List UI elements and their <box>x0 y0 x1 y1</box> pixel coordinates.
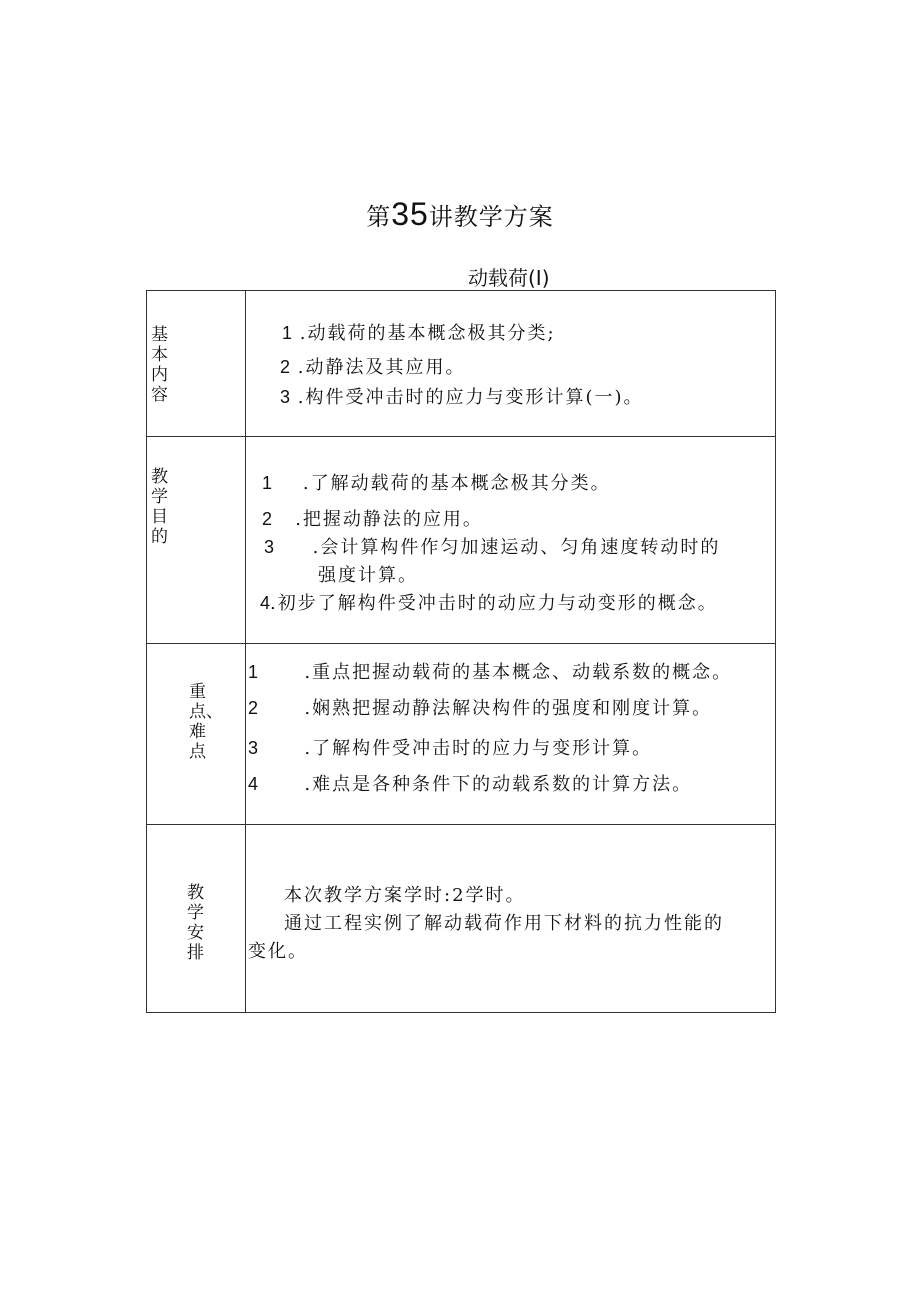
row-label-key-points <box>147 644 246 824</box>
list-item: 2 .动静法及其应用。 <box>280 357 466 378</box>
list-item: 1 .重点把握动载荷的基本概念、动载系数的概念。 <box>248 662 733 683</box>
list-item: 1 .动载荷的基本概念极其分类; <box>282 323 556 344</box>
page-title <box>0 196 920 233</box>
lesson-plan-table <box>146 290 776 1013</box>
list-item: 2 .把握动静法的应用。 <box>262 509 483 530</box>
title-suffix: 讲教学方案 <box>428 203 554 231</box>
label-text: 重点、难点 <box>189 682 223 762</box>
row-content-basic-content <box>246 291 775 436</box>
row-teaching-goals <box>147 437 775 644</box>
row-basic-content <box>147 291 775 437</box>
row-content-teaching-goals <box>246 437 775 643</box>
paragraph-line: 通过工程实例了解动载荷作用下材料的抗力性能的 <box>284 913 724 934</box>
paragraph-line: 本次教学方案学时:2学时。 <box>284 885 526 906</box>
row-content-schedule <box>246 825 775 1012</box>
row-key-points <box>147 644 775 825</box>
row-label-basic-content <box>147 291 246 436</box>
row-label-schedule <box>147 825 246 1012</box>
list-item-continuation: 强度计算。 <box>318 565 418 586</box>
label-text: 教学目的 <box>151 467 168 547</box>
row-label-teaching-goals <box>147 437 246 643</box>
label-text: 基本内容 <box>151 325 168 405</box>
list-item: 3 .构件受冲击时的应力与变形计算(一)。 <box>280 387 644 408</box>
label-text: 教学安排 <box>187 883 204 963</box>
row-schedule <box>147 825 775 1012</box>
list-item: 1 .了解动载荷的基本概念极其分类。 <box>262 473 611 494</box>
row-content-key-points <box>246 644 775 824</box>
list-item: 3 .会计算构件作匀加速运动、匀角速度转动时的 <box>264 537 721 558</box>
title-prefix: 第 <box>366 203 392 231</box>
list-item: 4 .难点是各种条件下的动载系数的计算方法。 <box>248 774 693 795</box>
list-item: 2 .娴熟把握动静法解决构件的强度和刚度计算。 <box>248 698 713 719</box>
list-item: 3 .了解构件受冲击时的应力与变形计算。 <box>248 738 653 759</box>
page-subtitle: 动载荷(I) <box>468 266 550 290</box>
paragraph-line: 变化。 <box>248 941 308 962</box>
list-item: 4.初步了解构件受冲击时的动应力与动变形的概念。 <box>260 593 718 614</box>
title-number: 35 <box>391 196 429 232</box>
